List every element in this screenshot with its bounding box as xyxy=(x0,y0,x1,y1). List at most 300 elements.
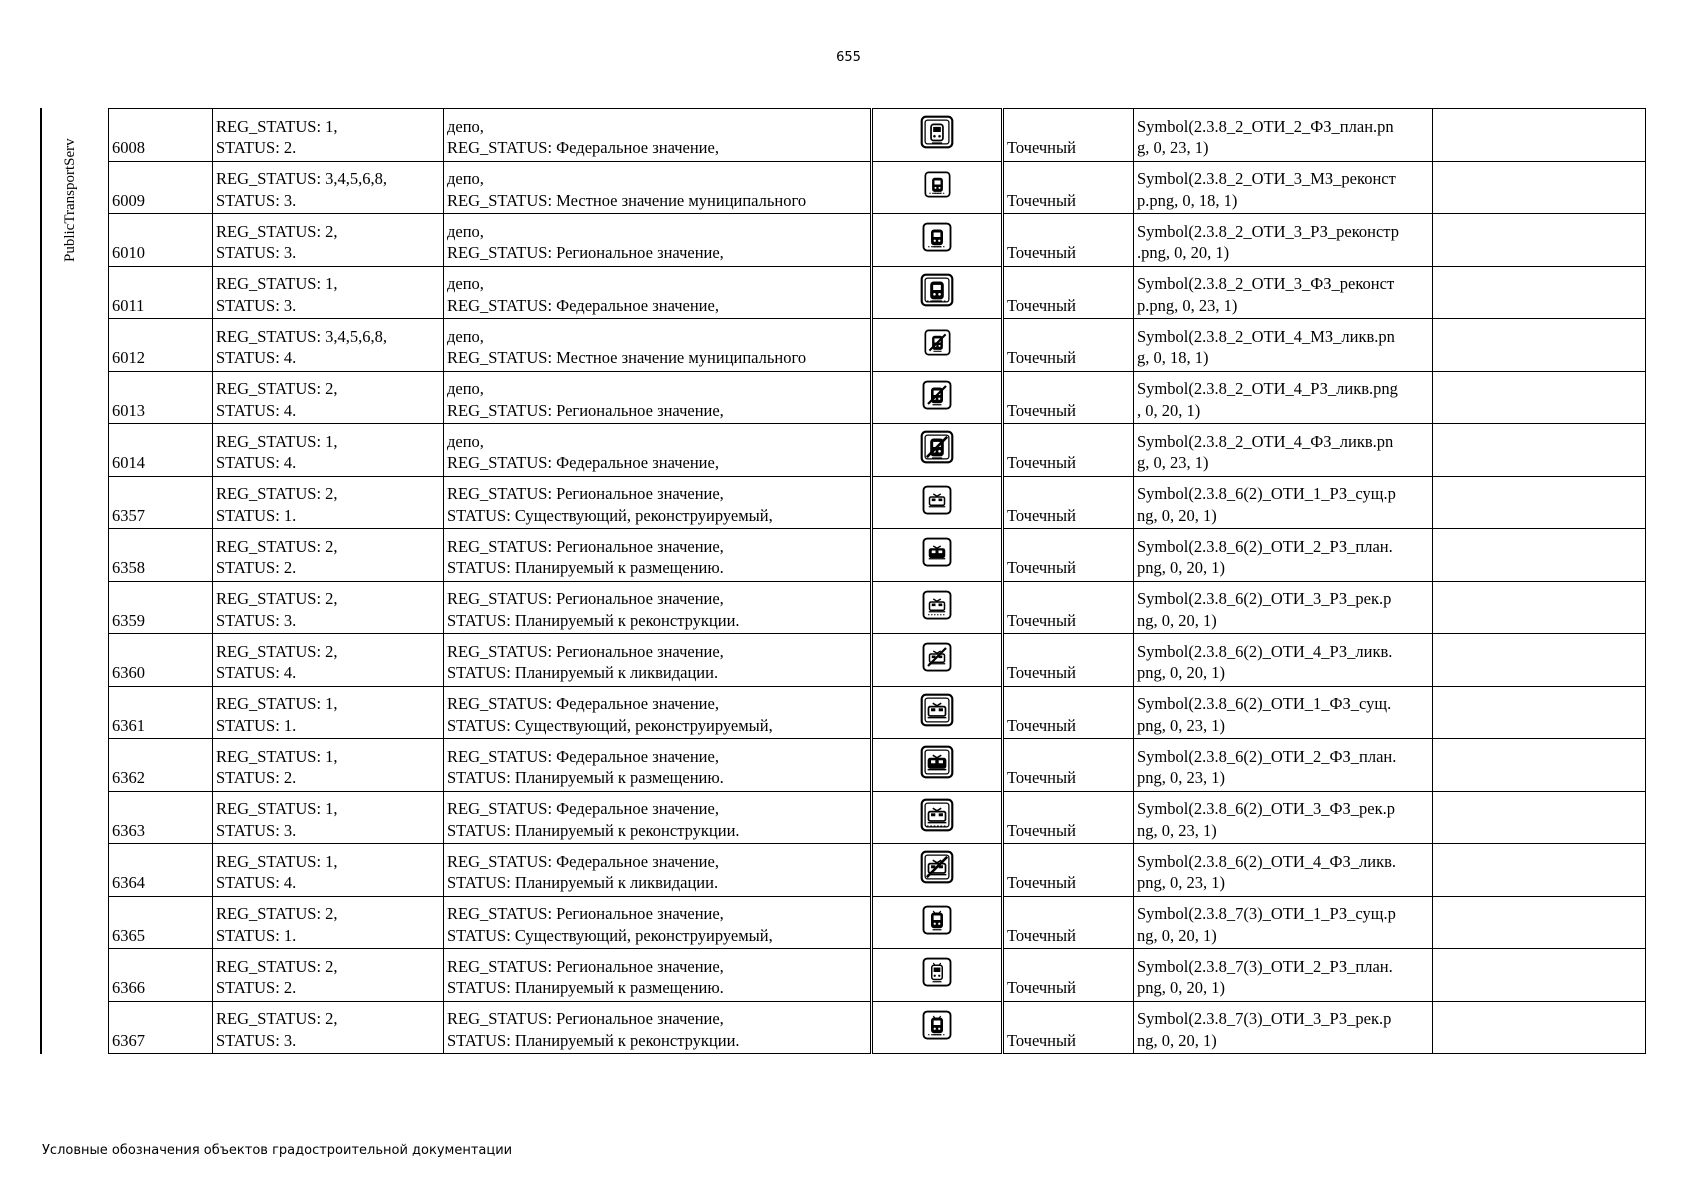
description-cell-line: STATUS: Существующий, реконструируемый, xyxy=(447,505,773,525)
symbol-definition-cell xyxy=(1134,739,1433,792)
symbol-definition-cell-line: g, 0, 23, 1) xyxy=(1137,453,1209,473)
code-cell xyxy=(109,949,213,1002)
geometry-cell xyxy=(1003,476,1134,529)
symbol-cell xyxy=(872,949,1003,1002)
geometry-cell xyxy=(1003,949,1134,1002)
symbol-cell xyxy=(872,896,1003,949)
geometry-cell xyxy=(1003,686,1134,739)
symbol-definition-cell xyxy=(1134,214,1433,267)
description-cell-line: STATUS: Планируемый к реконструкции. xyxy=(447,610,740,630)
geometry-cell-line: Точечный xyxy=(1007,138,1076,158)
symbol-definition-cell xyxy=(1134,949,1433,1002)
empty-cell xyxy=(1433,214,1646,267)
description-cell-line: STATUS: Планируемый к реконструкции. xyxy=(447,1030,740,1050)
symbol-cell xyxy=(872,266,1003,319)
symbol-definition-cell-line: , 0, 20, 1) xyxy=(1137,400,1201,420)
geometry-cell xyxy=(1003,739,1134,792)
geometry-cell-line: Точечный xyxy=(1007,715,1076,735)
symbol-definition-cell xyxy=(1134,581,1433,634)
status-cell-line: REG_STATUS: 1, xyxy=(216,694,338,714)
code-cell-line: 6010 xyxy=(112,243,145,263)
description-cell xyxy=(444,1001,872,1054)
tram-federal-planned-icon xyxy=(920,745,954,779)
status-cell-line: REG_STATUS: 2, xyxy=(216,221,338,241)
description-cell-line: REG_STATUS: Региональное значение, xyxy=(447,400,724,420)
status-cell-line: REG_STATUS: 2, xyxy=(216,956,338,976)
page-number: 655 xyxy=(836,50,861,65)
symbol-definition-cell-line: р.png, 0, 23, 1) xyxy=(1137,295,1238,315)
symbol-definition-cell-line: ng, 0, 20, 1) xyxy=(1137,610,1217,630)
status-cell-line: REG_STATUS: 3,4,5,6,8, xyxy=(216,326,388,346)
status-cell-line: REG_STATUS: 1, xyxy=(216,274,338,294)
symbol-cell xyxy=(872,476,1003,529)
description-cell xyxy=(444,214,872,267)
empty-cell xyxy=(1433,1001,1646,1054)
code-cell xyxy=(109,896,213,949)
code-cell-line: 6365 xyxy=(112,925,145,945)
symbol-definition-cell-line: Symbol(2.3.8_7(3)_ОТИ_3_РЗ_рек.р xyxy=(1137,1009,1392,1029)
symbol-definition-cell-line: р.png, 0, 18, 1) xyxy=(1137,190,1238,210)
symbol-definition-cell-line: png, 0, 23, 1) xyxy=(1137,873,1225,893)
code-cell xyxy=(109,791,213,844)
status-cell-line: REG_STATUS: 1, xyxy=(216,746,338,766)
code-cell-line: 6364 xyxy=(112,873,145,893)
geometry-cell xyxy=(1003,844,1134,897)
description-cell-line: STATUS: Планируемый к ликвидации. xyxy=(447,663,719,683)
status-cell-line: REG_STATUS: 2, xyxy=(216,641,338,661)
symbol-definition-cell-line: Symbol(2.3.8_2_ОТИ_3_ФЗ_реконст xyxy=(1137,274,1395,294)
status-cell xyxy=(213,949,444,1002)
empty-cell xyxy=(1433,319,1646,372)
symbol-definition-cell-line: Symbol(2.3.8_2_ОТИ_2_ФЗ_план.pn xyxy=(1137,116,1394,136)
geometry-cell xyxy=(1003,1001,1134,1054)
status-cell xyxy=(213,686,444,739)
symbol-definition-cell-line: Symbol(2.3.8_2_ОТИ_3_РЗ_реконстр xyxy=(1137,221,1399,241)
geometry-cell xyxy=(1003,791,1134,844)
symbol-cell xyxy=(872,581,1003,634)
geometry-cell-line: Точечный xyxy=(1007,558,1076,578)
code-cell xyxy=(109,476,213,529)
status-cell-line: REG_STATUS: 2, xyxy=(216,589,338,609)
geometry-cell-line: Точечный xyxy=(1007,978,1076,998)
symbol-definition-cell-line: Symbol(2.3.8_7(3)_ОТИ_2_РЗ_план. xyxy=(1137,956,1393,976)
symbol-cell xyxy=(872,844,1003,897)
symbol-cell xyxy=(872,161,1003,214)
symbol-definition-cell-line: Symbol(2.3.8_6(2)_ОТИ_2_РЗ_план. xyxy=(1137,536,1393,556)
symbol-definition-cell-line: Symbol(2.3.8_7(3)_ОТИ_1_РЗ_сущ.р xyxy=(1137,904,1396,924)
description-cell-line: REG_STATUS: Региональное значение, xyxy=(447,904,724,924)
description-cell-line: REG_STATUS: Региональное значение, xyxy=(447,956,724,976)
tram-federal-reconstruction-icon xyxy=(920,798,954,832)
symbol-definition-cell-line: .png, 0, 20, 1) xyxy=(1137,243,1230,263)
empty-cell xyxy=(1433,529,1646,582)
table-row xyxy=(109,791,1646,844)
status-cell-line: STATUS: 3. xyxy=(216,295,297,315)
code-cell-line: 6367 xyxy=(112,1030,145,1050)
trolleybus-regional-planned-icon xyxy=(922,957,952,987)
description-cell-line: депо, xyxy=(447,169,484,189)
symbol-definition-cell-line: png, 0, 20, 1) xyxy=(1137,978,1225,998)
description-cell-line: REG_STATUS: Федеральное значение, xyxy=(447,746,719,766)
description-cell-line: STATUS: Планируемый к реконструкции. xyxy=(447,820,740,840)
empty-cell xyxy=(1433,581,1646,634)
code-cell-line: 6366 xyxy=(112,978,145,998)
geometry-cell-line: Точечный xyxy=(1007,610,1076,630)
status-cell xyxy=(213,791,444,844)
status-cell-line: STATUS: 1. xyxy=(216,715,297,735)
empty-cell xyxy=(1433,739,1646,792)
depot-train-federal-planned-icon xyxy=(920,115,954,149)
symbol-definition-cell xyxy=(1134,844,1433,897)
description-cell-line: депо, xyxy=(447,431,484,451)
depot-train-federal-liquidation-icon xyxy=(920,430,954,464)
geometry-cell-line: Точечный xyxy=(1007,1030,1076,1050)
description-cell-line: депо, xyxy=(447,116,484,136)
status-cell xyxy=(213,214,444,267)
code-cell xyxy=(109,634,213,687)
code-cell xyxy=(109,319,213,372)
symbol-cell xyxy=(872,319,1003,372)
symbol-cell xyxy=(872,1001,1003,1054)
symbol-definition-cell xyxy=(1134,1001,1433,1054)
code-cell-line: 6013 xyxy=(112,400,145,420)
tram-regional-planned-icon xyxy=(922,537,952,567)
status-cell-line: STATUS: 3. xyxy=(216,1030,297,1050)
symbol-definition-cell-line: Symbol(2.3.8_2_ОТИ_4_ФЗ_ликв.pn xyxy=(1137,431,1394,451)
table-row xyxy=(109,949,1646,1002)
trolleybus-regional-existing-icon xyxy=(922,905,952,935)
status-cell xyxy=(213,266,444,319)
status-cell-line: REG_STATUS: 1, xyxy=(216,116,338,136)
trolleybus-regional-reconstruction-icon xyxy=(922,1010,952,1040)
geometry-cell xyxy=(1003,214,1134,267)
geometry-cell-line: Точечный xyxy=(1007,663,1076,683)
description-cell xyxy=(444,949,872,1002)
status-cell-line: STATUS: 2. xyxy=(216,558,297,578)
geometry-cell-line: Точечный xyxy=(1007,400,1076,420)
geometry-cell xyxy=(1003,634,1134,687)
tram-regional-liquidation-icon xyxy=(922,642,952,672)
description-cell-line: STATUS: Планируемый к размещению. xyxy=(447,978,724,998)
code-cell xyxy=(109,686,213,739)
empty-cell xyxy=(1433,896,1646,949)
code-cell-line: 6008 xyxy=(112,138,145,158)
symbol-cell xyxy=(872,424,1003,477)
geometry-cell-line: Точечный xyxy=(1007,453,1076,473)
description-cell-line: REG_STATUS: Федеральное значение, xyxy=(447,453,719,473)
status-cell xyxy=(213,424,444,477)
description-cell xyxy=(444,896,872,949)
tram-regional-existing-icon xyxy=(922,485,952,515)
description-cell-line: депо, xyxy=(447,379,484,399)
symbol-definition-cell-line: Symbol(2.3.8_2_ОТИ_3_МЗ_реконст xyxy=(1137,169,1396,189)
description-cell-line: REG_STATUS: Местное значение муниципального xyxy=(447,348,807,368)
code-cell xyxy=(109,844,213,897)
symbol-definition-cell-line: ng, 0, 23, 1) xyxy=(1137,820,1217,840)
table-row xyxy=(109,634,1646,687)
table-row xyxy=(109,896,1646,949)
code-cell-line: 6009 xyxy=(112,190,145,210)
symbol-definition-cell xyxy=(1134,424,1433,477)
symbol-definition-cell-line: ng, 0, 20, 1) xyxy=(1137,925,1217,945)
code-cell-line: 6357 xyxy=(112,505,145,525)
status-cell xyxy=(213,844,444,897)
depot-train-regional-reconstruction-icon xyxy=(922,222,952,252)
table-row xyxy=(109,581,1646,634)
description-cell-line: STATUS: Существующий, реконструируемый, xyxy=(447,925,773,945)
status-cell xyxy=(213,1001,444,1054)
description-cell xyxy=(444,319,872,372)
code-cell xyxy=(109,214,213,267)
symbol-definition-cell xyxy=(1134,476,1433,529)
symbol-cell xyxy=(872,791,1003,844)
status-cell-line: REG_STATUS: 2, xyxy=(216,1009,338,1029)
symbol-definition-cell xyxy=(1134,161,1433,214)
table-row xyxy=(109,739,1646,792)
symbol-definition-cell-line: png, 0, 23, 1) xyxy=(1137,715,1225,735)
description-cell xyxy=(444,161,872,214)
code-cell-line: 6359 xyxy=(112,610,145,630)
symbol-definition-cell-line: Symbol(2.3.8_6(2)_ОТИ_3_ФЗ_рек.р xyxy=(1137,799,1396,819)
side-rule xyxy=(40,108,42,1054)
geometry-cell xyxy=(1003,581,1134,634)
symbol-definition-cell xyxy=(1134,266,1433,319)
status-cell-line: REG_STATUS: 1, xyxy=(216,851,338,871)
code-cell-line: 6358 xyxy=(112,558,145,578)
code-cell-line: 6360 xyxy=(112,663,145,683)
empty-cell xyxy=(1433,634,1646,687)
status-cell-line: STATUS: 3. xyxy=(216,243,297,263)
table-row xyxy=(109,319,1646,372)
description-cell xyxy=(444,581,872,634)
geometry-cell-line: Точечный xyxy=(1007,820,1076,840)
code-cell-line: 6362 xyxy=(112,768,145,788)
table-row xyxy=(109,844,1646,897)
description-cell-line: REG_STATUS: Региональное значение, xyxy=(447,536,724,556)
symbol-definition-cell-line: ng, 0, 20, 1) xyxy=(1137,1030,1217,1050)
code-cell-line: 6014 xyxy=(112,453,145,473)
description-cell-line: REG_STATUS: Региональное значение, xyxy=(447,589,724,609)
symbol-definition-cell xyxy=(1134,791,1433,844)
geometry-cell xyxy=(1003,266,1134,319)
symbol-definition-cell xyxy=(1134,896,1433,949)
page-footer: Условные обозначения объектов градостроительной документации xyxy=(42,1143,513,1158)
table-row xyxy=(109,1001,1646,1054)
empty-cell xyxy=(1433,844,1646,897)
symbol-cell xyxy=(872,109,1003,162)
table-row xyxy=(109,109,1646,162)
depot-train-municipal-liquidation-icon xyxy=(924,329,951,356)
geometry-cell-line: Точечный xyxy=(1007,243,1076,263)
description-cell-line: STATUS: Планируемый к размещению. xyxy=(447,768,724,788)
status-cell xyxy=(213,109,444,162)
description-cell-line: STATUS: Существующий, реконструируемый, xyxy=(447,715,773,735)
description-cell xyxy=(444,109,872,162)
description-cell xyxy=(444,844,872,897)
symbol-definition-cell xyxy=(1134,634,1433,687)
code-cell xyxy=(109,371,213,424)
status-cell-line: REG_STATUS: 1, xyxy=(216,799,338,819)
geometry-cell xyxy=(1003,109,1134,162)
description-cell-line: REG_STATUS: Региональное значение, xyxy=(447,1009,724,1029)
symbol-definition-cell-line: Symbol(2.3.8_6(2)_ОТИ_3_РЗ_рек.р xyxy=(1137,589,1392,609)
depot-train-regional-liquidation-icon xyxy=(922,380,952,410)
symbol-definition-cell xyxy=(1134,686,1433,739)
status-cell-line: REG_STATUS: 1, xyxy=(216,431,338,451)
status-cell-line: STATUS: 2. xyxy=(216,138,297,158)
status-cell-line: REG_STATUS: 2, xyxy=(216,904,338,924)
empty-cell xyxy=(1433,949,1646,1002)
table-body xyxy=(109,109,1646,1054)
status-cell-line: STATUS: 4. xyxy=(216,873,297,893)
status-cell-line: STATUS: 3. xyxy=(216,190,297,210)
table-row xyxy=(109,266,1646,319)
table-row xyxy=(109,371,1646,424)
table-row xyxy=(109,161,1646,214)
code-cell xyxy=(109,581,213,634)
description-cell-line: STATUS: Планируемый к размещению. xyxy=(447,558,724,578)
code-cell xyxy=(109,161,213,214)
geometry-cell xyxy=(1003,424,1134,477)
symbol-cell xyxy=(872,214,1003,267)
geometry-cell-line: Точечный xyxy=(1007,768,1076,788)
code-cell-line: 6361 xyxy=(112,715,145,735)
symbol-definition-cell-line: Symbol(2.3.8_2_ОТИ_4_МЗ_ликв.pn xyxy=(1137,326,1395,346)
status-cell-line: REG_STATUS: 2, xyxy=(216,379,338,399)
status-cell-line: STATUS: 3. xyxy=(216,820,297,840)
description-cell-line: REG_STATUS: Региональное значение, xyxy=(447,641,724,661)
empty-cell xyxy=(1433,476,1646,529)
empty-cell xyxy=(1433,686,1646,739)
description-cell xyxy=(444,686,872,739)
symbol-cell xyxy=(872,529,1003,582)
side-label: PublicTransportServ xyxy=(62,138,78,262)
status-cell-line: STATUS: 4. xyxy=(216,400,297,420)
symbol-definition-cell-line: g, 0, 18, 1) xyxy=(1137,348,1209,368)
symbol-definition-cell xyxy=(1134,109,1433,162)
status-cell-line: STATUS: 4. xyxy=(216,453,297,473)
description-cell xyxy=(444,371,872,424)
depot-train-municipal-reconstruction-icon xyxy=(924,171,951,198)
code-cell xyxy=(109,739,213,792)
code-cell xyxy=(109,1001,213,1054)
symbol-definition-cell xyxy=(1134,319,1433,372)
depot-train-federal-reconstruction-icon xyxy=(920,273,954,307)
status-cell xyxy=(213,529,444,582)
symbol-cell xyxy=(872,371,1003,424)
code-cell xyxy=(109,109,213,162)
description-cell-line: REG_STATUS: Федеральное значение, xyxy=(447,694,719,714)
symbols-table xyxy=(108,108,1646,1054)
description-cell xyxy=(444,739,872,792)
geometry-cell xyxy=(1003,161,1134,214)
symbol-definition-cell-line: png, 0, 23, 1) xyxy=(1137,768,1225,788)
symbol-definition-cell xyxy=(1134,371,1433,424)
description-cell-line: REG_STATUS: Федеральное значение, xyxy=(447,799,719,819)
description-cell-line: депо, xyxy=(447,326,484,346)
status-cell xyxy=(213,319,444,372)
table-row xyxy=(109,686,1646,739)
description-cell-line: STATUS: Планируемый к ликвидации. xyxy=(447,873,719,893)
symbol-cell xyxy=(872,739,1003,792)
geometry-cell-line: Точечный xyxy=(1007,348,1076,368)
symbol-definition-cell xyxy=(1134,529,1433,582)
tram-federal-liquidation-icon xyxy=(920,850,954,884)
status-cell xyxy=(213,581,444,634)
status-cell-line: STATUS: 3. xyxy=(216,610,297,630)
code-cell-line: 6363 xyxy=(112,820,145,840)
symbol-cell xyxy=(872,634,1003,687)
description-cell xyxy=(444,476,872,529)
description-cell-line: REG_STATUS: Федеральное значение, xyxy=(447,851,719,871)
table-row xyxy=(109,424,1646,477)
symbol-definition-cell-line: Symbol(2.3.8_6(2)_ОТИ_1_ФЗ_сущ. xyxy=(1137,694,1392,714)
description-cell xyxy=(444,529,872,582)
tram-regional-reconstruction-icon xyxy=(922,590,952,620)
code-cell xyxy=(109,266,213,319)
status-cell xyxy=(213,476,444,529)
geometry-cell xyxy=(1003,896,1134,949)
description-cell-line: REG_STATUS: Региональное значение, xyxy=(447,484,724,504)
status-cell xyxy=(213,634,444,687)
empty-cell xyxy=(1433,161,1646,214)
symbol-definition-cell-line: png, 0, 20, 1) xyxy=(1137,663,1225,683)
description-cell xyxy=(444,634,872,687)
status-cell-line: STATUS: 4. xyxy=(216,348,297,368)
geometry-cell-line: Точечный xyxy=(1007,505,1076,525)
code-cell-line: 6012 xyxy=(112,348,145,368)
code-cell-line: 6011 xyxy=(112,295,145,315)
geometry-cell-line: Точечный xyxy=(1007,190,1076,210)
geometry-cell xyxy=(1003,319,1134,372)
status-cell xyxy=(213,739,444,792)
status-cell-line: STATUS: 4. xyxy=(216,663,297,683)
description-cell-line: REG_STATUS: Региональное значение, xyxy=(447,243,724,263)
description-cell xyxy=(444,791,872,844)
status-cell xyxy=(213,896,444,949)
status-cell-line: STATUS: 1. xyxy=(216,925,297,945)
symbol-definition-cell-line: Symbol(2.3.8_2_ОТИ_4_РЗ_ликв.png xyxy=(1137,379,1398,399)
description-cell xyxy=(444,266,872,319)
geometry-cell xyxy=(1003,371,1134,424)
symbol-definition-cell-line: Symbol(2.3.8_6(2)_ОТИ_4_РЗ_ликв. xyxy=(1137,641,1393,661)
status-cell xyxy=(213,161,444,214)
symbol-definition-cell-line: Symbol(2.3.8_6(2)_ОТИ_2_ФЗ_план. xyxy=(1137,746,1397,766)
symbol-definition-cell-line: Symbol(2.3.8_6(2)_ОТИ_4_ФЗ_ликв. xyxy=(1137,851,1397,871)
geometry-cell-line: Точечный xyxy=(1007,925,1076,945)
geometry-cell xyxy=(1003,529,1134,582)
status-cell-line: STATUS: 2. xyxy=(216,768,297,788)
status-cell-line: STATUS: 1. xyxy=(216,505,297,525)
status-cell xyxy=(213,371,444,424)
geometry-cell-line: Точечный xyxy=(1007,295,1076,315)
symbol-definition-cell-line: png, 0, 20, 1) xyxy=(1137,558,1225,578)
description-cell xyxy=(444,424,872,477)
description-cell-line: REG_STATUS: Местное значение муниципального xyxy=(447,190,807,210)
symbol-definition-cell-line: ng, 0, 20, 1) xyxy=(1137,505,1217,525)
empty-cell xyxy=(1433,266,1646,319)
code-cell xyxy=(109,529,213,582)
status-cell-line: REG_STATUS: 2, xyxy=(216,536,338,556)
empty-cell xyxy=(1433,109,1646,162)
tram-federal-existing-icon xyxy=(920,693,954,727)
symbol-definition-cell-line: Symbol(2.3.8_6(2)_ОТИ_1_РЗ_сущ.р xyxy=(1137,484,1396,504)
description-cell-line: депо, xyxy=(447,274,484,294)
code-cell xyxy=(109,424,213,477)
description-cell-line: REG_STATUS: Федеральное значение, xyxy=(447,295,719,315)
symbol-cell xyxy=(872,686,1003,739)
table-row xyxy=(109,529,1646,582)
